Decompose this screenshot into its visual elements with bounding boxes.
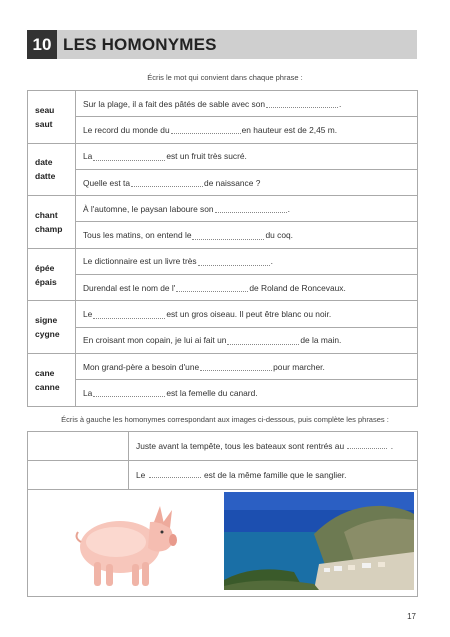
page-number: 17 [407,612,416,621]
pig-image [72,492,178,592]
homonym-group [28,91,417,144]
sentence-row [76,379,417,405]
sentence-row [76,116,417,142]
sentence-start: Tous les matins, on entend le [83,230,192,241]
sentence-end: pour marcher. [273,361,325,372]
sentence-start: Sur la plage, il a fait des pâtés de sable avec son [83,98,266,109]
sentence-end: de naissance ? [204,177,261,188]
homonym-pair [28,354,76,406]
homonym-group [28,249,417,302]
exercise1-table [27,90,418,407]
sentence-start: Juste avant la tempête, tous les bateaux sont rentrés au [136,441,345,451]
sentence-end: . [339,98,342,109]
homonym-pair [28,196,76,248]
homonym-pair [28,91,76,143]
homonym-pair [28,144,76,196]
homonym-word: épais [35,276,57,287]
sentence-row [76,91,417,116]
answer-blank[interactable] [131,178,203,187]
homonym-word: seau [35,104,55,115]
answer-blank[interactable] [171,125,241,134]
answer-blank[interactable] [192,231,264,240]
sentence-row [76,196,417,221]
sentence-row [28,432,417,461]
homonym-pair [28,301,76,353]
exercise1-instruction: Écris le mot qui convient dans chaque phrase : [147,73,303,82]
sentence-start: Le [83,309,93,320]
sentence-end: . [270,256,273,267]
sentence-end: de Roland de Roncevaux. [249,282,346,293]
sentence-end: . [390,441,394,451]
homonym-group [28,144,417,197]
homonym-word: chant [35,209,58,220]
homonym-group [28,196,417,249]
sentence-row [76,169,417,195]
answer-blank[interactable] [149,469,201,478]
sentence-row [76,354,417,379]
answer-blank[interactable] [93,310,165,319]
sentence-row [76,274,417,300]
homonym-word: cygne [35,329,60,340]
sentence-row [76,301,417,326]
sentence-row [76,144,417,169]
homonym-word: canne [35,381,60,392]
sentence-start: Le dictionnaire est un livre très [83,256,197,267]
homonym-group [28,354,417,406]
homonym-answer-cell[interactable] [28,432,129,460]
answer-blank[interactable] [176,283,248,292]
homonym-word: cane [35,367,55,378]
sentence-end: est la femelle du canard. [166,387,258,398]
sentence-start: Le [136,470,146,480]
homonym-word: datte [35,171,56,182]
sentence-start: Mon grand-père a besoin d'une [83,361,200,372]
homonym-group [28,301,417,354]
sentence-start: En croisant mon copain, je lui ai fait un [83,335,227,346]
lesson-number: 10 [27,30,57,59]
homonym-word: date [35,157,53,168]
sentence-start: Durendal est le nom de l' [83,282,176,293]
sentence-start: Quelle est ta [83,177,131,188]
sentence-row [76,327,417,353]
sentence-row [76,221,417,247]
homonym-word: saut [35,118,53,129]
sentence-row [76,249,417,274]
sentence-start: La [83,151,93,162]
lesson-title: LES HOMONYMES [63,35,217,54]
sentence-end: de la main. [300,335,342,346]
sentence-start: La [83,387,93,398]
homonym-word: signe [35,315,58,326]
homonym-pair [28,249,76,301]
sentence-end: du coq. [265,230,293,241]
sentence-end: en hauteur est de 2,45 m. [241,124,338,135]
sentence-end: est de la même famille que le sanglier. [203,470,347,480]
harbor-photo [224,492,414,590]
lesson-header [27,30,417,59]
sentence-end: . [287,203,290,214]
homonym-word: épée [35,262,55,273]
sentence-row [28,461,417,490]
answer-blank[interactable] [266,99,338,108]
answer-blank[interactable] [198,257,270,266]
homonym-answer-cell[interactable] [28,461,129,489]
answer-blank[interactable] [227,336,299,345]
sentence-start: À l'automne, le paysan laboure son [83,203,214,214]
answer-blank[interactable] [215,204,287,213]
homonym-word: champ [35,223,63,234]
sentence-end: est un gros oiseau. Il peut être blanc ou noir. [166,309,332,320]
answer-blank[interactable] [200,362,272,371]
answer-blank[interactable] [347,440,387,449]
sentence-start: Le record du monde du [83,124,170,135]
answer-blank[interactable] [93,388,165,397]
exercise2-instruction: Écris à gauche les homonymes correspondant aux images ci-dessous, puis complète les phrases : [61,415,389,424]
answer-blank[interactable] [93,152,165,161]
sentence-end: est un fruit très sucré. [166,151,247,162]
